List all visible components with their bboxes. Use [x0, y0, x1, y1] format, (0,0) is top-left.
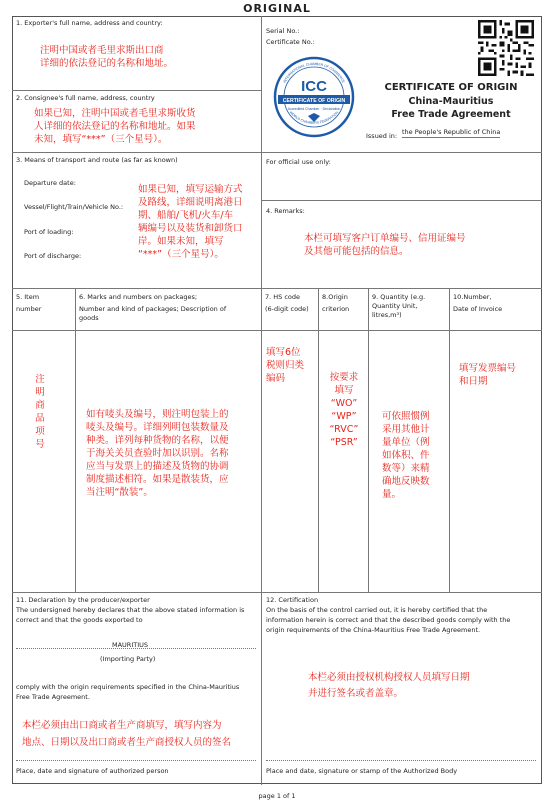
divider-h-box3	[12, 288, 542, 289]
box11-text1: The undersigned hereby declares that the above stated information is	[16, 606, 245, 614]
box3-note: 如果已知，填写运输方式 及路线，详细说明离港日 期、船舶/飞机/火车/车 辆编号以及装货和卸货口 岸。如果未知，填写 “***”（三个星号）。	[138, 184, 243, 260]
col8-header: 8.Origin criterion	[322, 293, 350, 313]
box11-sign-line	[16, 760, 256, 761]
divider-v-c6	[261, 288, 262, 785]
certificate-no-label: Certificate No.:	[266, 38, 315, 46]
box11-label: 11. Declaration by the producer/exporter	[16, 596, 150, 604]
logo-ring-bottom: WORLD CHAMBERS FEDERATION	[288, 110, 340, 125]
col7-note: 填写6位 税则归类 编码	[266, 347, 305, 384]
port-discharge-label: Port of discharge:	[24, 252, 82, 260]
box11-note: 本栏必须由出口商或者生产商填写，填写内容为 地点、日期以及出口商或者生产商授权人员的签名	[22, 720, 232, 748]
qr-code-icon	[478, 20, 534, 76]
page-footer: page 1 of 1	[258, 792, 296, 800]
box12-label: 12. Certification	[266, 596, 319, 604]
box2-note: 如果已知，注明中国或者毛里求斯收货 人详细的依法登记的名称和地址。如果 未知，填写“***”（三个星号）。	[34, 108, 196, 145]
agreement-line2: Free Trade Agreement	[391, 109, 511, 120]
col10-note: 填写发票编号 和日期	[459, 363, 517, 387]
col6-header: 6. Marks and numbers on packages; Number and kind of packages; Description of goods	[79, 293, 227, 322]
divider-h-boxes11-12	[12, 592, 542, 593]
col5-note: 注 明 商 品 项 号	[35, 374, 45, 450]
box11-sign-label: Place, date and signature of authorized person	[16, 767, 169, 775]
box4-note: 本栏可填写客户订单编号、信用证编号 及其他可能包括的信息。	[304, 233, 466, 257]
box11-text2: correct and that the goods exported to	[16, 616, 143, 624]
logo-ribbon: CERTIFICATE OF ORIGIN	[282, 98, 346, 104]
box12-text3: origin requirements of the China-Mauritius Free Trade Agreement.	[266, 626, 481, 634]
box2-label: 2. Consignee's full name, address, country	[16, 94, 155, 102]
logo-ring-top: INTERNATIONAL CHAMBER OF COMMERCE	[282, 61, 346, 84]
box1-note: 注明中国或者毛里求斯出口商 详细的依法登记的名称和地址。	[40, 45, 174, 69]
certificate-title: CERTIFICATE OF ORIGIN	[384, 82, 518, 93]
box11-text3: comply with the origin requirements specified in the China-Mauritius	[16, 683, 240, 691]
box12-note: 本栏必须由授权机构授权人员填写日期 并进行签名或者盖章。	[308, 672, 470, 699]
divider-v-c8	[368, 288, 369, 592]
box12-sign-label: Place and date, signature or stamp of the Authorized Body	[266, 767, 458, 775]
col5-header: 5. Item number	[16, 293, 42, 313]
col9-note: 可依照惯例 采用其他计 量单位（例 如体积、件 数等）来精 确地反映数 量。	[382, 411, 430, 500]
divider-v-c9	[449, 288, 450, 592]
divider-h-columns	[12, 330, 542, 331]
box12-text1: On the basis of the control carried out, it is hereby certified that the	[266, 606, 488, 614]
box1-label: 1. Exporter's full name, address and country:	[16, 19, 163, 27]
importing-country: MAURITIUS	[112, 641, 149, 649]
col6-note: 如有唛头及编号，则注明包装上的 唛头及编号。详细列明包装数量及 种类。详列每种货物的名称，以便 于海关关员查验时加以识别。名称 应当与发票上的描述及货物的协调 制度描述相符。如果是散装货，应 当注明“散装”。	[86, 409, 229, 498]
col10-header: 10.Number, Date of Invoice	[453, 293, 503, 313]
page-title: ORIGINAL	[243, 2, 311, 15]
box11-text4: Free Trade Agreement.	[16, 693, 90, 701]
serial-no-label: Serial No.:	[266, 27, 300, 35]
issued-in-label: Issued in:	[366, 132, 398, 140]
logo-sub: Accredited Chamber · Declaration	[287, 107, 341, 111]
icc-logo-icon	[268, 56, 360, 138]
logo-abbr: ICC	[301, 78, 327, 95]
divider-h-official	[261, 200, 542, 201]
divider-h-box1	[12, 90, 261, 91]
port-loading-label: Port of loading:	[24, 228, 74, 236]
agreement-line1: China-Mauritius	[408, 96, 494, 107]
issued-in-value: the People's Republic of China	[402, 128, 501, 136]
divider-v-c5	[75, 288, 76, 592]
col8-note: 按要求 填写 “WO” “WP” “RVC” “PSR”	[329, 372, 359, 448]
vessel-label: Vessel/Flight/Train/Vehicle No.:	[24, 203, 124, 211]
importing-party-label: (Importing Party)	[100, 655, 156, 663]
divider-v-c7	[318, 288, 319, 592]
box12-text2: information herein is correct and that the described goods comply with the	[266, 616, 511, 624]
departure-date-label: Departure date:	[24, 179, 76, 187]
official-use-label: For official use only:	[266, 158, 331, 166]
box3-label: 3. Means of transport and route (as far as known)	[16, 156, 178, 164]
divider-h-box2	[12, 152, 542, 153]
country-underline	[16, 648, 256, 649]
col7-header: 7. HS code (6-digit code)	[265, 293, 309, 313]
box12-sign-line	[266, 760, 536, 761]
box4-label: 4. Remarks:	[266, 207, 305, 215]
col9-header: 9. Quantity (e.g. Quantity Unit, litres,m³)	[372, 293, 426, 319]
